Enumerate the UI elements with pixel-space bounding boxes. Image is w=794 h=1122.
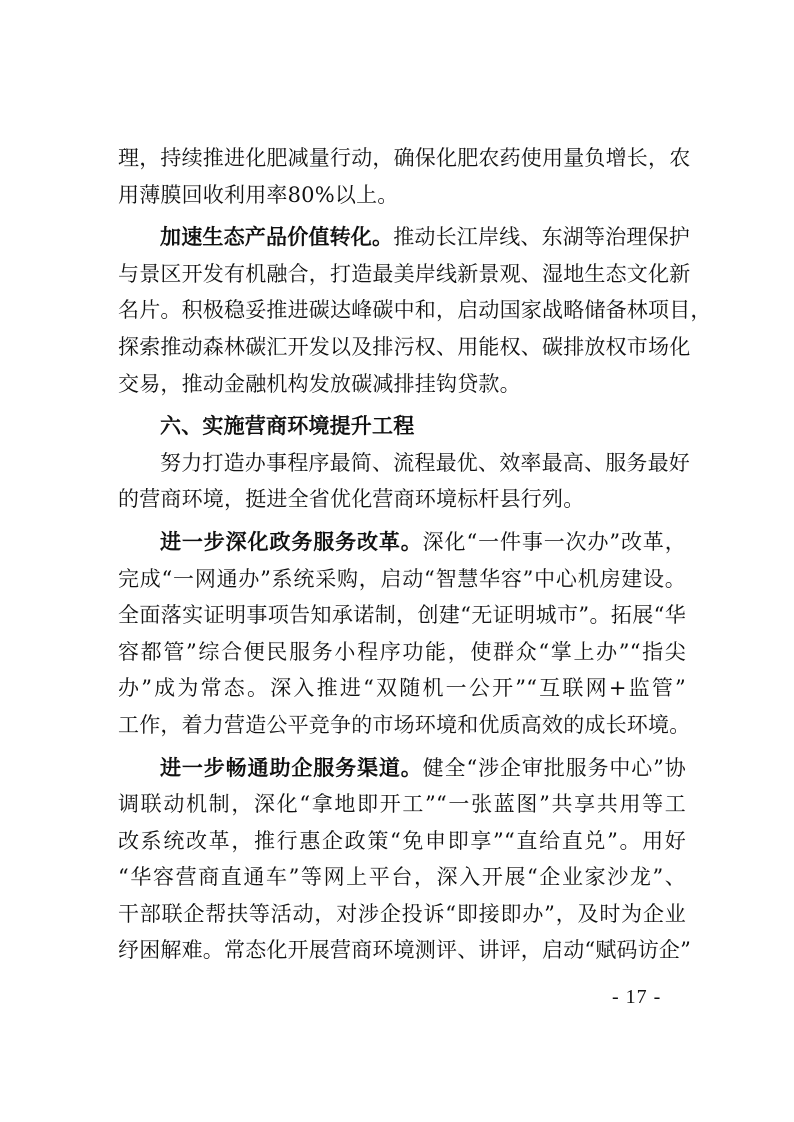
- text-line: 交易，推动金融机构发放碳减排挂钩贷款。: [118, 371, 521, 396]
- text-line: 与景区开发有机融合，打造最美岸线新景观、湿地生态文化新: [118, 261, 691, 286]
- text-line: 努力打造办事程序最简、流程最优、效率最高、服务最好: [160, 450, 690, 475]
- text-line: 调联动机制，深化“拿地即开工”“一张蓝图”共享共用等工: [118, 792, 686, 817]
- paragraph-ecological-products: [118, 219, 712, 402]
- text-line: 理，持续推进化肥减量行动，确保化肥农药使用量负增长，农: [118, 146, 691, 170]
- text-line: 用薄膜回收利用率80%以上。: [118, 182, 399, 207]
- page-number: - 17 -: [612, 986, 662, 1008]
- text-span: 深化“一件事一次办”改革，: [422, 529, 687, 554]
- text-line: 探索推动森林碳汇开发以及排污权、用能权、碳排放权市场化: [118, 334, 691, 359]
- paragraph-fertilizer: [118, 140, 691, 213]
- text-line: 纾困解难。常态化开展营商环境测评、讲评，启动“赋码访企”: [118, 938, 692, 963]
- text-line: “华容营商直通车”等网上平台，深入开展“企业家沙龙”、: [118, 865, 686, 890]
- text-line: 名片。积极稳妥推进碳达峰碳中和，启动国家战略储备林项目，: [118, 298, 712, 323]
- text-span: 推动长江岸线、东湖等治理保护: [393, 225, 691, 250]
- text-line: 办”成为常态。深入推进“双随机一公开”“互联网+监管”: [118, 676, 686, 701]
- text-line: [118, 750, 686, 787]
- text-line: [118, 524, 686, 561]
- section-title-block: [118, 408, 686, 445]
- paragraph-heading: 进一步深化政务服务改革。: [160, 528, 423, 554]
- text-line: 容都管”综合便民服务小程序功能，使群众“掌上办”“指尖: [118, 639, 686, 664]
- document-body: [118, 140, 712, 969]
- text-line: 改系统改革，推行惠企政策“免申即享”“直给直兑”。用好: [118, 828, 686, 853]
- text-line: 全面落实证明事项告知承诺制，创建“无证明城市”。拓展“华: [118, 603, 686, 628]
- text-line: [118, 219, 691, 256]
- paragraph-enterprise-services: [118, 750, 692, 970]
- text-line: 的营商环境，挺进全省优化营商环境标杆县行列。: [118, 487, 585, 512]
- section-title: 六、实施营商环境提升工程: [160, 413, 415, 439]
- text-line: 工作，着力营造公平竞争的市场环境和优质高效的成长环境。: [118, 712, 691, 737]
- text-line: 干部联企帮扶等活动，对涉企投诉“即接即办”，及时为企业: [118, 901, 686, 926]
- paragraph-heading: 进一步畅通助企服务渠道。: [160, 754, 423, 780]
- paragraph-heading: 加速生态产品价值转化。: [160, 224, 394, 250]
- text-line: 完成“一网通办”系统采购，启动“智慧华容”中心机房建设。: [118, 566, 686, 591]
- text-span: 健全“涉企审批服务中心”协: [422, 755, 687, 780]
- paragraph-government-services: [118, 524, 691, 744]
- paragraph-business-environment: [118, 445, 690, 518]
